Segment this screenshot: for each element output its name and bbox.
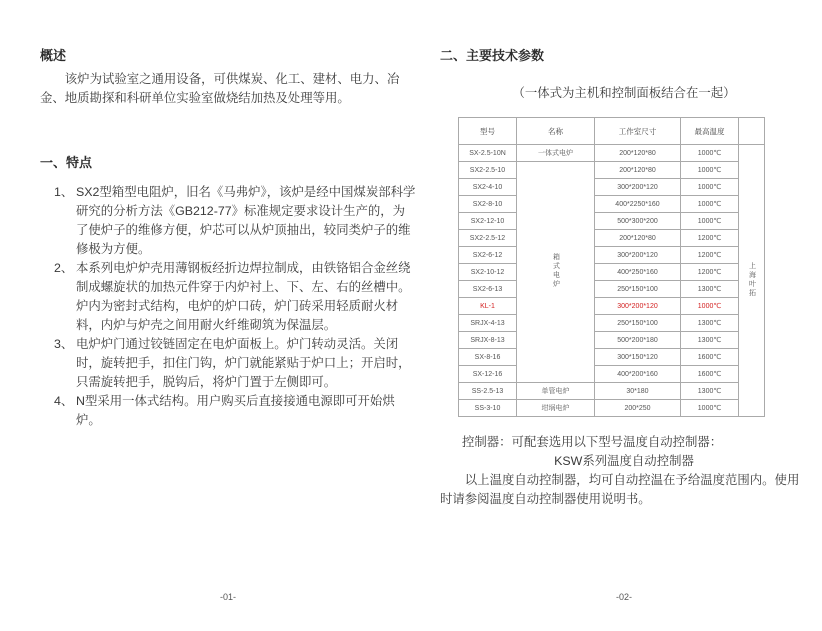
model-cell: SX2-8-10	[459, 196, 517, 213]
table-row	[459, 247, 765, 264]
feature-number: 4、	[54, 394, 74, 408]
model-cell: SX-2.5-10N	[459, 145, 517, 162]
model-cell: SS-2.5-13	[459, 383, 517, 400]
table-row	[459, 298, 765, 315]
header-temp: 最高温度	[681, 118, 739, 145]
header-name: 名称	[517, 118, 595, 145]
table-row	[459, 400, 765, 417]
temp-cell: 1000℃	[681, 213, 739, 230]
dims-cell: 250*150*100	[595, 281, 681, 298]
model-cell: SX-12-16	[459, 366, 517, 383]
table-row	[459, 213, 765, 230]
dims-cell: 30*180	[595, 383, 681, 400]
brand-cell	[739, 145, 765, 417]
table-row	[459, 383, 765, 400]
controller-model: KSW系列温度自动控制器	[554, 454, 694, 468]
dims-cell: 300*150*120	[595, 349, 681, 366]
table-row	[459, 179, 765, 196]
dims-cell: 500*200*180	[595, 332, 681, 349]
temp-cell: 1200℃	[681, 230, 739, 247]
temp-cell: 1000℃	[681, 162, 739, 179]
table-row	[459, 332, 765, 349]
params-table-header	[459, 118, 765, 145]
params-table-body	[459, 145, 765, 417]
name-cell: 一体式电炉	[517, 145, 595, 162]
dims-cell: 200*120*80	[595, 145, 681, 162]
temp-cell: 1000℃	[681, 145, 739, 162]
dims-cell: 200*250	[595, 400, 681, 417]
model-cell: SX2-4-10	[459, 179, 517, 196]
left-page	[40, 45, 416, 430]
temp-cell: 1300℃	[681, 332, 739, 349]
overview-title: 概述	[40, 48, 67, 63]
model-cell: SX2-6-12	[459, 247, 517, 264]
table-row	[459, 366, 765, 383]
temp-cell: 1200℃	[681, 247, 739, 264]
feature-text: N型采用一体式结构。用户购买后直接接通电源即可开始烘炉。	[76, 394, 395, 427]
model-cell: SX2-6-13	[459, 281, 517, 298]
header-brand	[739, 118, 765, 145]
header-model: 型号	[459, 118, 517, 145]
dims-cell: 300*200*120	[595, 179, 681, 196]
table-row	[459, 315, 765, 332]
temp-cell: 1000℃	[681, 298, 739, 315]
box-furnace-vertical-label: 箱式电炉	[552, 253, 560, 289]
name-cell: 坩埚电炉	[517, 400, 595, 417]
feature-item-1	[54, 183, 416, 259]
table-row	[459, 162, 765, 179]
temp-cell: 1000℃	[681, 196, 739, 213]
feature-text: 电炉炉门通过铰链固定在电炉面板上。炉门转动灵活。关闭时，旋转把手，扣住门钩，炉门就能紧贴于炉口上；开启时，只需旋转把手，脱钩后，将炉门置于左侧即可。	[76, 337, 411, 389]
temp-cell: 1300℃	[681, 383, 739, 400]
dims-cell: 400*200*160	[595, 366, 681, 383]
name-cell: 单管电炉	[517, 383, 595, 400]
dims-cell: 300*200*120	[595, 298, 681, 315]
temp-cell: 1600℃	[681, 349, 739, 366]
temp-cell: 1000℃	[681, 179, 739, 196]
model-cell: KL-1	[459, 298, 517, 315]
table-row	[459, 196, 765, 213]
feature-item-2	[54, 259, 416, 335]
table-row	[459, 264, 765, 281]
temp-cell: 1600℃	[681, 366, 739, 383]
table-row	[459, 145, 765, 162]
name-cell-box-furnace	[517, 162, 595, 383]
model-cell: SX-8-16	[459, 349, 517, 366]
params-subtitle: （一体式为主机和控制面板结合在一起）	[512, 86, 736, 100]
controller-note: 以上温度自动控制器，均可自动控温在予给温度范围内。使用时请参阅温度自动控制器使用说明书。	[440, 473, 800, 506]
model-cell: SRJX-8-13	[459, 332, 517, 349]
table-row	[459, 281, 765, 298]
features-title: 一、特点	[40, 155, 93, 170]
table-row	[459, 349, 765, 366]
feature-number: 2、	[54, 261, 74, 275]
brand-vertical-label: 上海叶拓	[748, 261, 756, 298]
controller-intro: 控制器：可配套选用以下型号温度自动控制器：	[462, 435, 723, 449]
dims-cell: 250*150*100	[595, 315, 681, 332]
feature-number: 1、	[54, 185, 74, 199]
feature-item-3	[54, 335, 416, 392]
right-page	[440, 45, 808, 509]
model-cell: SX2-2.5-12	[459, 230, 517, 247]
feature-number: 3、	[54, 337, 74, 351]
dims-cell: 400*250*160	[595, 264, 681, 281]
dims-cell: 500*300*200	[595, 213, 681, 230]
temp-cell: 1300℃	[681, 281, 739, 298]
model-cell: SS-3-10	[459, 400, 517, 417]
page-number-right: -02-	[615, 592, 632, 602]
temp-cell: 1000℃	[681, 400, 739, 417]
table-row	[459, 230, 765, 247]
header-dims: 工作室尺寸	[595, 118, 681, 145]
controller-block	[440, 433, 808, 509]
feature-text: SX2型箱型电阻炉，旧名《马弗炉》，该炉是经中国煤炭部科学研究的分析方法《GB212-77》标准规定要求设计生产的，为了使炉子的维修方便，炉芯可以从炉顶抽出，较同类炉子的维修极为方便。	[76, 185, 416, 256]
dims-cell: 300*200*120	[595, 247, 681, 264]
params-title: 二、主要技术参数	[440, 48, 545, 63]
overview-paragraph: 该炉为试验室之通用设备，可供煤炭、化工、建材、电力、冶金、地质勘探和科研单位实验室做烧结加热及处理等用。	[40, 72, 400, 105]
model-cell: SX2-2.5-10	[459, 162, 517, 179]
features-list	[40, 183, 416, 430]
dims-cell: 400*2250*160	[595, 196, 681, 213]
model-cell: SX2-12-10	[459, 213, 517, 230]
temp-cell: 1300℃	[681, 315, 739, 332]
params-table	[458, 117, 765, 417]
dims-cell: 200*120*80	[595, 162, 681, 179]
model-cell: SRJX-4-13	[459, 315, 517, 332]
feature-text: 本系列电炉炉壳用薄钢板经折边焊拉制成，由铁铬铝合金丝绕制成螺旋状的加热元件穿于内炉衬上、下、左、右的丝槽中。炉内为密封式结构，电炉的炉口砖，炉门砖采用轻质耐火材料，内炉与炉壳之间用耐火纤维砌筑为保温层。	[76, 261, 411, 332]
dims-cell: 200*120*80	[595, 230, 681, 247]
header-row	[459, 118, 765, 145]
model-cell: SX2-10-12	[459, 264, 517, 281]
temp-cell: 1200℃	[681, 264, 739, 281]
page-number-left: -01-	[219, 592, 236, 602]
feature-item-4	[54, 392, 416, 430]
